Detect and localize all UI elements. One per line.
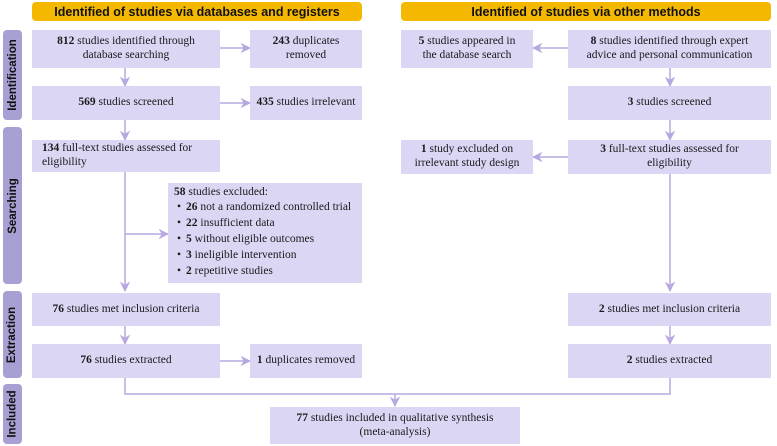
box-other-identified: 8 studies identified through expert advice and personal communication <box>568 30 771 68</box>
box-other-fulltext: 3 full-text studies assessed for eligibility <box>568 140 771 174</box>
box-db-identified: 812 studies identified through database searching <box>32 30 220 68</box>
excluded-reason-item: • 3 ineligible intervention <box>186 249 351 263</box>
stage-identification: Identification <box>3 30 22 120</box>
box-db-screened: 569 studies screened <box>32 86 220 120</box>
excluded-reason-item: • 2 repetitive studies <box>186 265 351 279</box>
box-other-met: 2 studies met inclusion criteria <box>568 293 771 326</box>
box-included: 77 studies included in qualitative synthesis (meta-analysis) <box>270 407 520 444</box>
stage-extraction: Extraction <box>3 291 22 378</box>
excluded-reason-item: • 5 without eligible outcomes <box>186 233 351 247</box>
merge-line <box>125 378 670 394</box>
box-other-appeared: 5 studies appeared in the database search <box>401 30 533 68</box>
box-excluded: 58 studies excluded: • 26 not a randomized controlled trial • 22 insufficient data • 5 without eligible outcomes • 3 ineligible intervention • 2 repetitive studies <box>168 183 362 283</box>
stage-searching: Searching <box>3 127 22 284</box>
excluded-reasons-list <box>174 201 351 280</box>
box-db-met: 76 studies met inclusion criteria <box>32 293 220 326</box>
box-db-extracted: 76 studies extracted <box>32 344 220 378</box>
box-dup-removed-2: 1 duplicates removed <box>250 344 362 378</box>
box-irrelevant: 435 studies irrelevant <box>250 86 362 120</box>
box-other-excluded: 1 study excluded on irrelevant study design <box>401 140 533 174</box>
excluded-reason-item: • 26 not a randomized controlled trial <box>186 201 351 215</box>
box-other-extracted: 2 studies extracted <box>568 344 771 378</box>
box-duplicates-removed: 243 duplicates removed <box>250 30 362 68</box>
box-other-screened: 3 studies screened <box>568 86 771 120</box>
header-other-methods: Identified of studies via other methods <box>401 2 771 21</box>
box-db-fulltext: 134 full-text studies assessed for eligibility <box>32 140 220 172</box>
excluded-reason-item: • 22 insufficient data <box>186 217 351 231</box>
header-databases: Identified of studies via databases and registers <box>32 2 362 21</box>
stage-included: Included <box>3 384 22 444</box>
